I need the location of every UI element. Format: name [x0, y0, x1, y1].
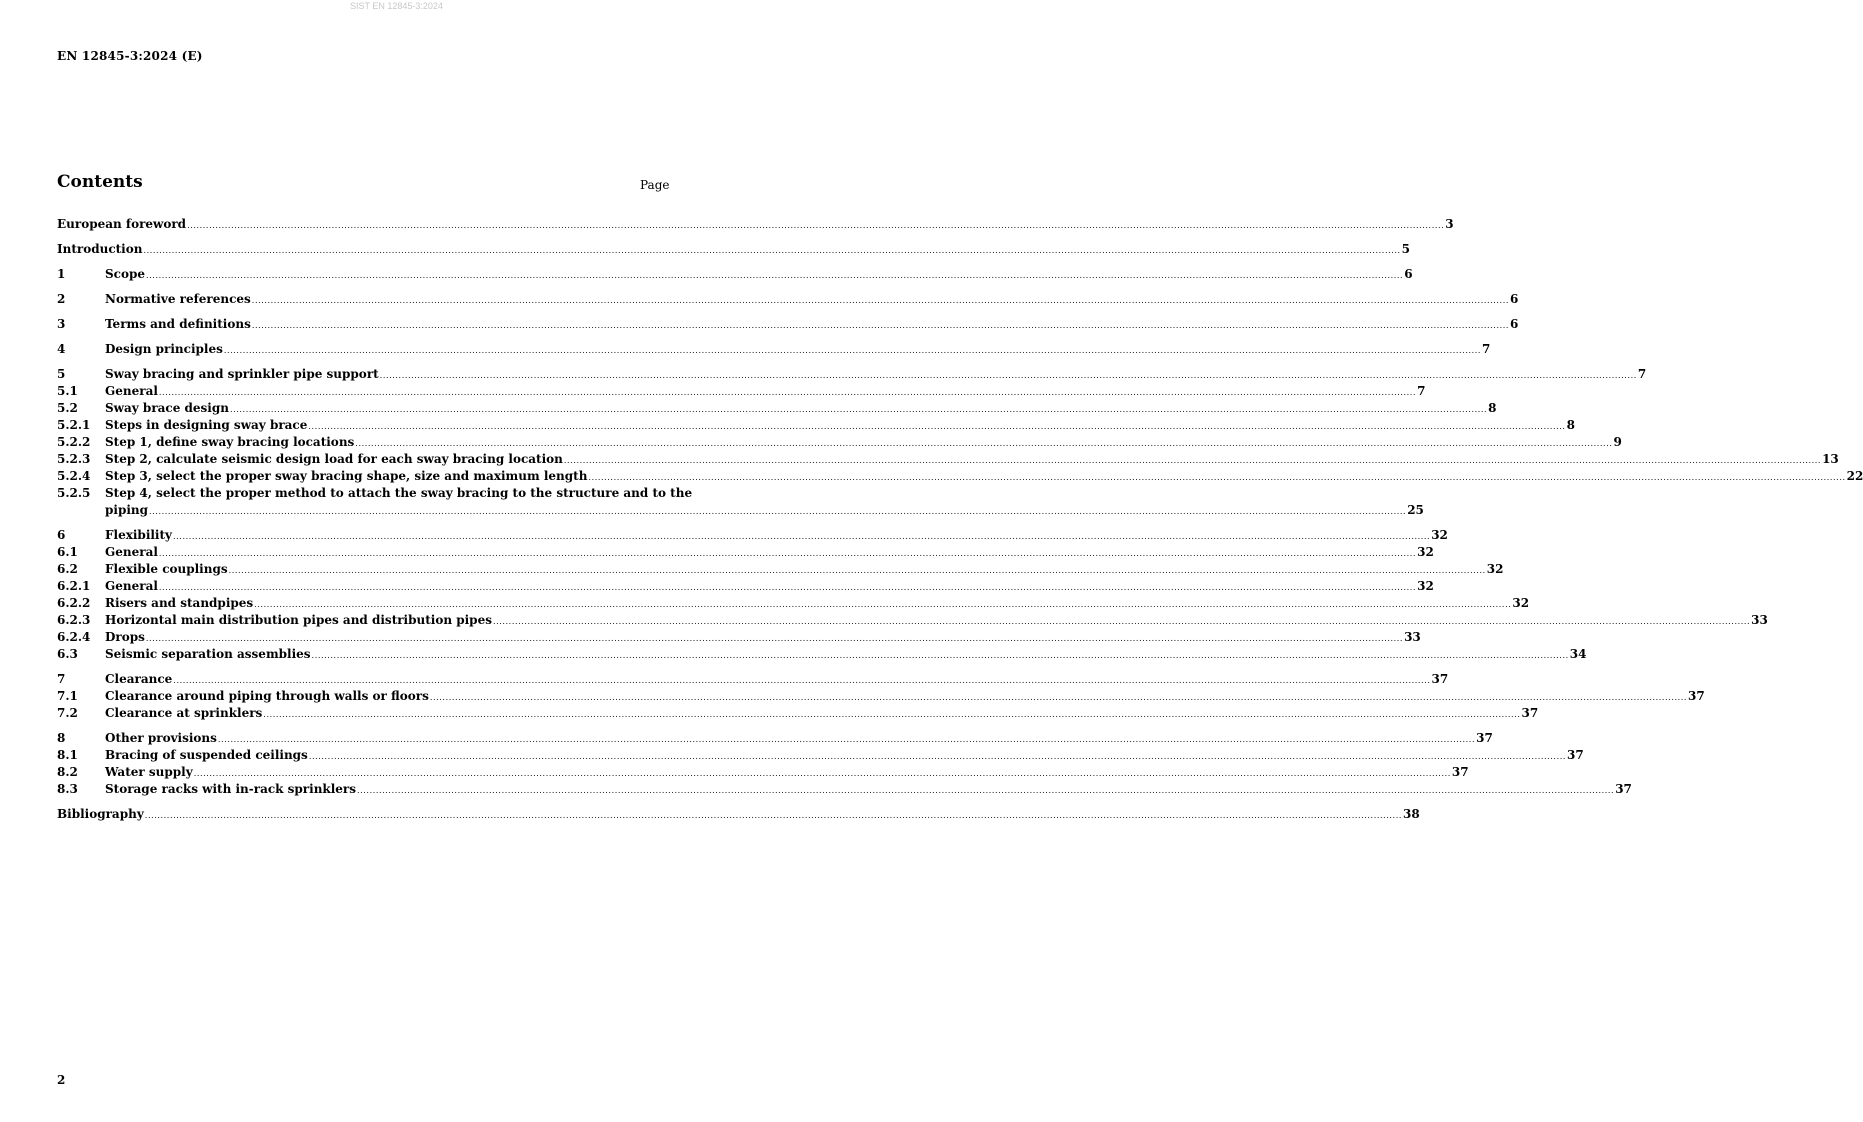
toc-entry-title: General	[105, 545, 158, 559]
dot-leader: ................................................................................................................................................................................................................................................................................................................................................................................................................	[158, 388, 1417, 397]
toc-entry-page: 6	[1510, 317, 1519, 331]
toc-entry[interactable]	[57, 316, 1519, 333]
toc-entry-title: Seismic separation assemblies	[105, 647, 311, 661]
toc-entry-title: Step 3, select the proper sway bracing shape, size and maximum length	[105, 469, 588, 483]
toc-entry-title: Bracing of suspended ceilings	[105, 748, 308, 762]
toc-entry-title: Flexibility	[105, 528, 173, 542]
toc-entry-page: 33	[1751, 613, 1768, 627]
toc-entry[interactable]	[57, 629, 1421, 646]
toc-entry-title: Scope	[105, 267, 146, 281]
toc-entry-page: 7	[1637, 367, 1647, 381]
toc-entry-title: Storage racks with in-rack sprinklers	[105, 782, 356, 796]
toc-entry-page: 8	[1566, 418, 1575, 432]
toc-entry-number: 8.1	[57, 748, 78, 762]
toc-entry[interactable]	[57, 241, 1411, 258]
toc-entry-page: 3	[1445, 217, 1454, 231]
toc-entry[interactable]	[57, 688, 1705, 705]
dot-leader: ................................................................................................................................................................................................................................................................................................................................................................................................................	[228, 566, 1486, 575]
toc-entry-title: Sway bracing and sprinkler pipe support	[105, 367, 379, 381]
toc-entry-number: 6	[57, 528, 66, 542]
toc-entry-title: Water supply	[105, 765, 193, 779]
dot-leader: ................................................................................................................................................................................................................................................................................................................................................................................................................	[254, 600, 1512, 609]
toc-entry-title: Horizontal main distribution pipes and distribution pipes	[105, 613, 492, 627]
dot-leader: ................................................................................................................................................................................................................................................................................................................................................................................................................	[145, 634, 1404, 643]
toc-entry-title: Risers and standpipes	[105, 596, 254, 610]
toc-entry-title: Terms and definitions	[105, 317, 251, 331]
toc-entry-title: Sway brace design	[105, 401, 229, 415]
toc-entry-page: 34	[1569, 647, 1587, 661]
toc-entry[interactable]	[57, 291, 1519, 308]
toc-entry-title: Step 4, select the proper method to attach the sway bracing to the structure and to the	[105, 486, 693, 500]
page-number: 2	[57, 1073, 66, 1087]
toc-entry[interactable]	[57, 595, 1530, 612]
toc-entry-page: 37	[1615, 782, 1632, 796]
dot-leader: ................................................................................................................................................................................................................................................................................................................................................................................................................	[217, 735, 1476, 744]
dot-leader: ................................................................................................................................................................................................................................................................................................................................................................................................................	[251, 296, 1509, 305]
toc-entry-number: 6.2.4	[57, 630, 91, 644]
toc-entry-number: 7.1	[57, 689, 78, 703]
toc-entry[interactable]	[57, 671, 1449, 688]
toc-entry-title: General	[105, 384, 158, 398]
dot-leader: ................................................................................................................................................................................................................................................................................................................................................................................................................	[158, 583, 1417, 592]
toc-entry-number: 5.2.3	[57, 452, 91, 466]
dot-leader: ................................................................................................................................................................................................................................................................................................................................................................................................................	[588, 473, 1846, 482]
toc-entry-page: 7	[1482, 342, 1491, 356]
toc-entry[interactable]	[57, 527, 1448, 544]
dot-leader: ................................................................................................................................................................................................................................................................................................................................................................................................................	[144, 811, 1402, 820]
toc-entry-page: 32	[1417, 545, 1434, 559]
toc-entry-number: 5.1	[57, 384, 78, 398]
toc-group	[57, 291, 1519, 308]
dot-leader: ................................................................................................................................................................................................................................................................................................................................................................................................................	[308, 752, 1566, 761]
dot-leader: ................................................................................................................................................................................................................................................................................................................................................................................................................	[263, 710, 1521, 719]
toc-entry-number: 4	[57, 342, 66, 356]
toc-entry-title: Normative references	[105, 292, 251, 306]
toc-entry[interactable]	[57, 578, 1434, 595]
toc-entry-title: Steps in designing sway brace	[105, 418, 308, 432]
toc-entry-number: 7.2	[57, 706, 78, 720]
toc-entry[interactable]	[57, 400, 1497, 417]
dot-leader: ................................................................................................................................................................................................................................................................................................................................................................................................................	[563, 456, 1822, 465]
toc-entry-number: 1	[57, 267, 66, 281]
dot-leader: ................................................................................................................................................................................................................................................................................................................................................................................................................	[173, 676, 1431, 685]
toc-entry-title: Bibliography	[57, 807, 144, 821]
toc-entry-page: 6	[1509, 292, 1519, 306]
toc-entry-page: 5	[1401, 242, 1411, 256]
toc-entry-title: Step 1, define sway bracing locations	[105, 435, 355, 449]
dot-leader: ................................................................................................................................................................................................................................................................................................................................................................................................................	[193, 769, 1451, 778]
toc-group	[57, 216, 1454, 233]
toc-group	[57, 527, 1768, 663]
dot-leader: ................................................................................................................................................................................................................................................................................................................................................................................................................	[173, 532, 1431, 541]
toc-entry[interactable]	[57, 730, 1493, 747]
toc-entry-number: 5.2.5	[57, 486, 91, 500]
toc-entry-title: Step 2, calculate seismic design load for each sway bracing location	[105, 452, 563, 466]
toc-group	[57, 730, 1632, 798]
dot-leader: ................................................................................................................................................................................................................................................................................................................................................................................................................	[187, 221, 1445, 230]
toc-entry-number: 5.2.1	[57, 418, 91, 432]
toc-entry[interactable]	[57, 646, 1587, 663]
toc-entry-title: Clearance	[105, 672, 173, 686]
dot-leader: ................................................................................................................................................................................................................................................................................................................................................................................................................	[146, 271, 1404, 280]
dot-leader: ................................................................................................................................................................................................................................................................................................................................................................................................................	[429, 693, 1688, 702]
dot-leader: ................................................................................................................................................................................................................................................................................................................................................................................................................	[223, 346, 1482, 355]
toc-entry-number: 8	[57, 731, 66, 745]
toc-group	[57, 266, 1413, 283]
page-column-label: Page	[640, 178, 670, 192]
toc-entry[interactable]	[57, 451, 1839, 468]
toc-group	[57, 671, 1705, 722]
toc-entry-number: 6.2.2	[57, 596, 91, 610]
toc-entry-title: European foreword	[57, 217, 187, 231]
toc-entry-page: 38	[1402, 807, 1420, 821]
toc-entry[interactable]	[57, 612, 1768, 629]
toc-entry-number: 5.2.2	[57, 435, 91, 449]
toc-entry-page: 32	[1431, 528, 1448, 542]
watermark: SIST EN 12845-3:2024	[350, 1, 443, 11]
toc-entry-number: 5.2	[57, 401, 78, 415]
toc-entry[interactable]	[57, 417, 1575, 434]
toc-entry-page: 8	[1488, 401, 1497, 415]
toc-entry[interactable]	[57, 764, 1469, 781]
toc-entry-title: Introduction	[57, 242, 143, 256]
toc-entry-page: 32	[1512, 596, 1530, 610]
toc-entry-title: Drops	[105, 630, 145, 644]
document-id: EN 12845-3:2024 (E)	[57, 49, 203, 63]
toc-group	[57, 806, 1420, 823]
dot-leader: ................................................................................................................................................................................................................................................................................................................................................................................................................	[229, 405, 1488, 414]
toc-group	[57, 366, 1863, 519]
toc-entry-number: 6.1	[57, 545, 78, 559]
toc-entry-number: 6.2.1	[57, 579, 91, 593]
dot-leader: ................................................................................................................................................................................................................................................................................................................................................................................................................	[143, 246, 1401, 255]
toc-entry-number: 3	[57, 317, 66, 331]
toc-group	[57, 241, 1411, 258]
dot-leader: ................................................................................................................................................................................................................................................................................................................................................................................................................	[308, 422, 1566, 431]
toc-entry[interactable]	[57, 747, 1584, 764]
toc-entry[interactable]	[57, 266, 1413, 283]
toc-entry-title: Other provisions	[105, 731, 217, 745]
toc-entry-number: 2	[57, 292, 66, 306]
toc-entry-number: 6.3	[57, 647, 78, 661]
toc-entry[interactable]	[57, 366, 1647, 383]
toc-entry-page: 37	[1451, 765, 1469, 779]
toc-entry-page: 37	[1521, 706, 1539, 720]
contents-title: Contents	[57, 172, 143, 192]
toc-entry[interactable]	[57, 806, 1420, 823]
toc-entry-title: Clearance at sprinklers	[105, 706, 263, 720]
toc-entry-page: 22	[1846, 469, 1863, 483]
toc-entry[interactable]	[57, 485, 1424, 519]
toc-entry-page: 37	[1567, 748, 1584, 762]
toc-entry[interactable]	[57, 561, 1504, 578]
toc-entry-title: Flexible couplings	[105, 562, 228, 576]
dot-leader: ................................................................................................................................................................................................................................................................................................................................................................................................................	[357, 786, 1615, 795]
toc-entry-page: 6	[1404, 267, 1413, 281]
dot-leader: ................................................................................................................................................................................................................................................................................................................................................................................................................	[492, 617, 1751, 626]
dot-leader: ................................................................................................................................................................................................................................................................................................................................................................................................................	[149, 507, 1407, 516]
table-of-contents	[57, 216, 1863, 831]
toc-entry[interactable]	[57, 383, 1426, 400]
toc-entry[interactable]	[57, 781, 1632, 798]
toc-entry-number: 6.2	[57, 562, 78, 576]
toc-entry[interactable]	[57, 705, 1539, 722]
toc-group	[57, 341, 1491, 358]
toc-entry-title-continued: piping	[105, 503, 149, 517]
toc-entry-page: 13	[1822, 452, 1839, 466]
toc-entry[interactable]	[57, 544, 1434, 561]
toc-entry[interactable]	[57, 434, 1622, 451]
dot-leader: ................................................................................................................................................................................................................................................................................................................................................................................................................	[355, 439, 1613, 448]
toc-entry-number: 7	[57, 672, 66, 686]
toc-entry-page: 33	[1404, 630, 1421, 644]
toc-entry-page: 37	[1476, 731, 1493, 745]
toc-entry-page: 37	[1431, 672, 1449, 686]
toc-entry[interactable]	[57, 468, 1863, 485]
toc-entry-number: 6.2.3	[57, 613, 91, 627]
toc-entry-page: 25	[1407, 503, 1424, 517]
dot-leader: ................................................................................................................................................................................................................................................................................................................................................................................................................	[311, 651, 1569, 660]
dot-leader: ................................................................................................................................................................................................................................................................................................................................................................................................................	[251, 321, 1510, 330]
toc-entry-title: Design principles	[105, 342, 223, 356]
toc-entry-title: General	[105, 579, 158, 593]
toc-entry[interactable]	[57, 341, 1491, 358]
toc-entry-page: 7	[1417, 384, 1426, 398]
toc-entry-number: 8.2	[57, 765, 78, 779]
toc-entry-number: 5	[57, 367, 66, 381]
toc-group	[57, 316, 1519, 333]
toc-entry-page: 32	[1417, 579, 1434, 593]
toc-entry-number: 8.3	[57, 782, 78, 796]
toc-entry-page: 32	[1486, 562, 1504, 576]
dot-leader: ................................................................................................................................................................................................................................................................................................................................................................................................................	[379, 371, 1637, 380]
toc-entry-title: Clearance around piping through walls or floors	[105, 689, 429, 703]
toc-entry-page: 9	[1613, 435, 1622, 449]
toc-entry-number: 5.2.4	[57, 469, 91, 483]
toc-entry[interactable]	[57, 216, 1454, 233]
toc-entry-page: 37	[1688, 689, 1705, 703]
dot-leader: ................................................................................................................................................................................................................................................................................................................................................................................................................	[158, 549, 1417, 558]
